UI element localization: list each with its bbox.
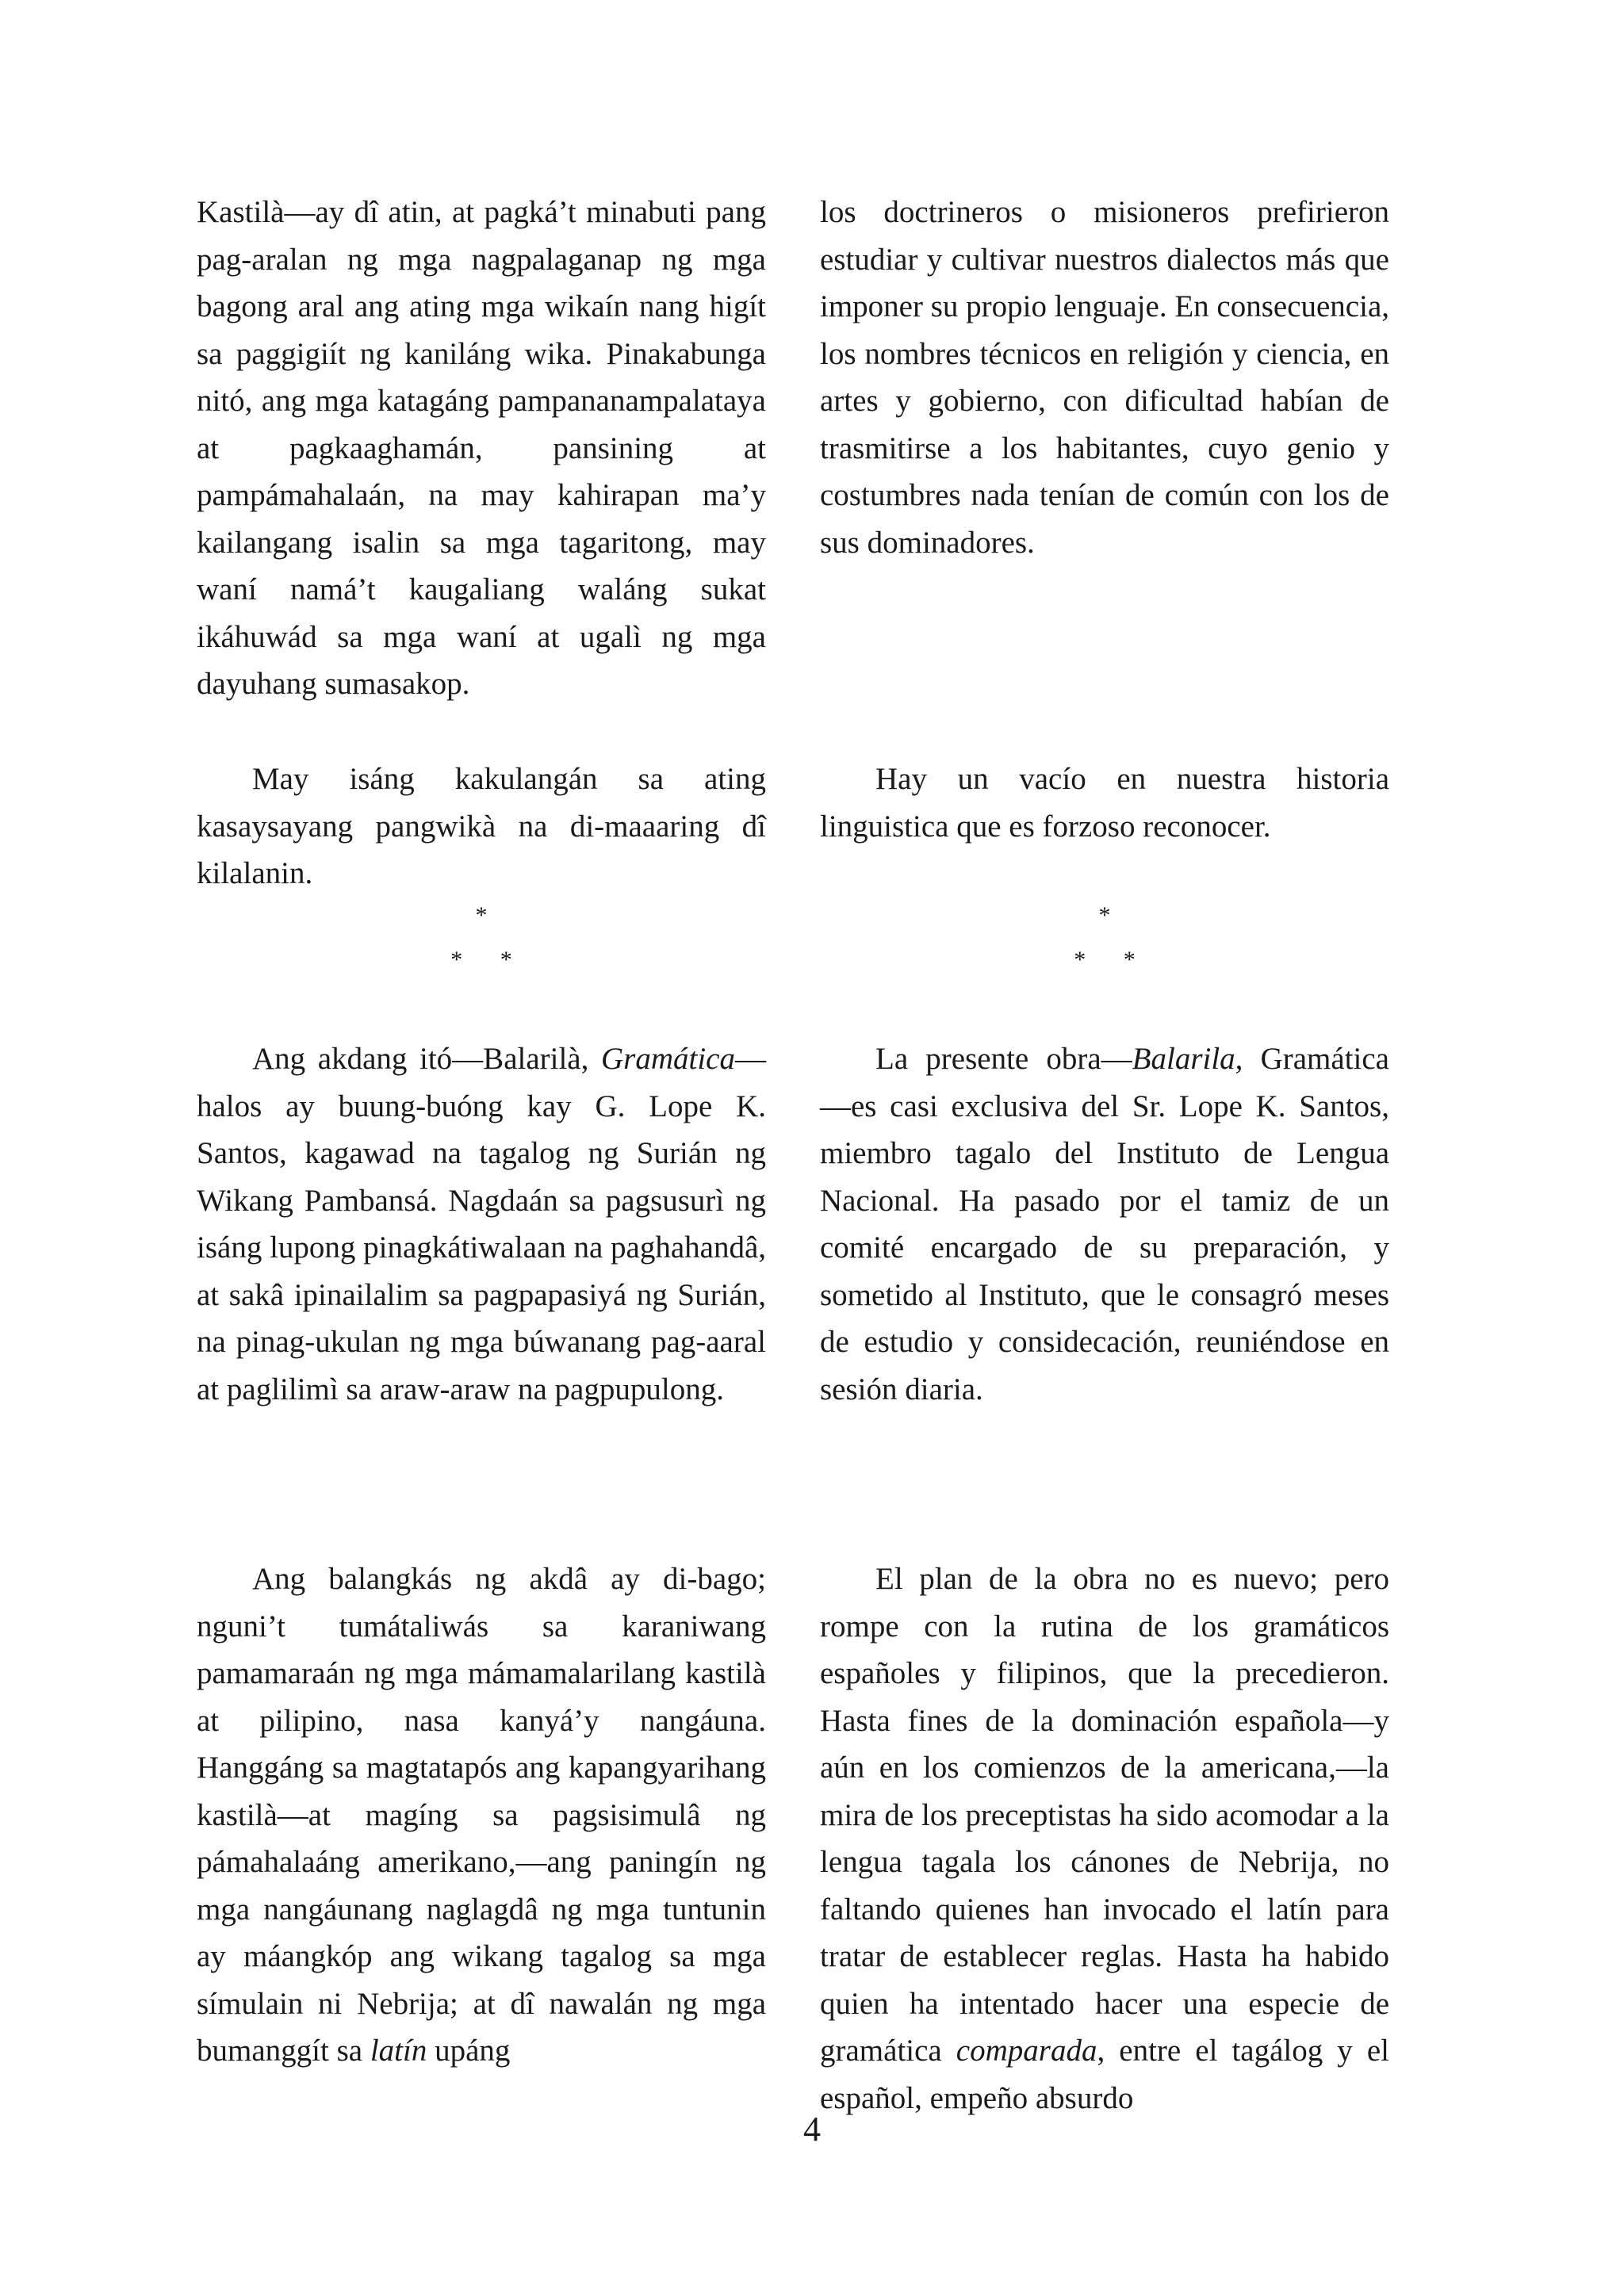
left-paragraph-1-text: Kastilà—ay dî atin, at pagká’t minabuti pang pag-aralan ng mga nagpalaganap ng mga bagong aral ang ating mga wikaín nang higít sa paggigiít ng kaniláng wika. Pinakabunga nitó, ang mga katagáng pampananampalataya at pagkaaghamán, pansining at pampámahalaán, na may kahirapan ma’y kailangang isalin sa mga tagaritong, may waní namá’t kaugaliang waláng sukat ikáhuwád sa mga waní at ugalì ng mga dayuhang sumasakop. xyxy=(197,195,766,701)
right-paragraph-1-text: los doctrineros o misioneros prefirieron estudiar y cultivar nuestros dialectos más que imponer su propio lenguaje. En consecuencia, los nombres técnicos en religión y ciencia, en artes y gobierno, con dificultad habían de trasmitirse a los habitantes, cuyo genio y costumbres nada tenían de común con los de sus dominadores. xyxy=(820,195,1390,560)
right-paragraph-3 xyxy=(820,1035,1389,1413)
left-paragraph-3-text-a: Ang akdang itó—Balarilà, xyxy=(252,1042,601,1076)
left-paragraph-2 xyxy=(197,756,766,897)
page-number: 4 xyxy=(803,2110,821,2149)
left-paragraph-3-italic: Gramática xyxy=(601,1042,735,1076)
right-paragraph-1 xyxy=(820,189,1389,566)
right-paragraph-2 xyxy=(820,756,1389,850)
left-paragraph-4-text-b: upáng xyxy=(427,2034,511,2068)
left-paragraph-4 xyxy=(197,1556,766,2075)
left-section-divider xyxy=(197,894,766,982)
right-paragraph-3-italic: Balarila, xyxy=(1132,1042,1243,1076)
right-divider-star-top: * xyxy=(1098,902,1111,928)
right-paragraph-4 xyxy=(820,1556,1389,2122)
right-paragraph-4-italic: comparada xyxy=(956,2034,1097,2068)
left-paragraph-2-text: May isáng kakulangán sa ating kasaysayang pangwikà na di-maaaring dî kilalanin. xyxy=(197,762,766,890)
right-divider-stars-bottom: * * xyxy=(1074,947,1136,973)
left-paragraph-4-text-a: Ang balangkás ng akdâ ay di-bago; nguni’t tumátaliwás sa karaniwang pamamaraán ng mga mámamalarilang kastilà at pilipino, nasa kanyá’y nangáuna. Hanggáng sa magtatapós ang kapangyarihang kastilà—at magíng sa pagsisimulâ ng pámahalaáng amerikano,—ang paningín ng mga nangáunang naglagdâ ng mga tuntunin ay máangkóp ang wikang tagalog sa mga símulain ni Nebrija; at dî nawalán ng mga bumanggít sa xyxy=(197,1562,766,2068)
left-paragraph-3-text-b: —halos ay buung-buóng kay G. Lope K. Santos, kagawad na tagalog ng Surián ng Wikang Pambansá. Nagdaán sa pagsusurì ng isáng lupong pinagkátiwalaan na paghahandâ, at sakâ ipinailalim sa pagpapasiyá ng Surián, na pinag-ukulan ng mga búwanang pag-aaral at paglilimì sa araw-araw na pagpupulong. xyxy=(197,1042,767,1406)
right-paragraph-4-text-b: , entre el tagálog y el español, empeño absurdo xyxy=(820,2034,1390,2115)
left-divider-star-top: * xyxy=(475,902,488,928)
right-section-divider xyxy=(820,894,1389,982)
right-paragraph-3-text-b: Gramática—es casi exclusiva del Sr. Lope K. Santos, miembro tagalo del Instituto de Lengua Nacional. Ha pasado por el tamiz de un comité encargado de su preparación, y sometido al Instituto, que le consagró meses de estudio y considecación, reuniéndose en sesión diaria. xyxy=(820,1042,1389,1406)
right-paragraph-3-text-a: La presente obra— xyxy=(875,1042,1132,1076)
left-paragraph-1 xyxy=(197,189,766,708)
right-paragraph-4-text-a: El plan de la obra no es nuevo; pero rompe con la rutina de los gramáticos españoles y filipinos, que la precedieron. Hasta fines de la dominación española—y aún en los comienzos de la americana,—la mira de los preceptistas ha sido acomodar a la lengua tagala los cánones de Nebrija, no faltando quienes han invocado el latín para tratar de establecer reglas. Hasta ha habido quien ha intentado hacer una especie de gramática xyxy=(820,1562,1389,2068)
left-paragraph-3 xyxy=(197,1035,766,1413)
left-paragraph-4-italic: latín xyxy=(370,2034,427,2068)
left-divider-stars-bottom: * * xyxy=(450,947,512,973)
right-paragraph-2-text: Hay un vacío en nuestra historia linguistica que es forzoso reconocer. xyxy=(820,762,1389,844)
